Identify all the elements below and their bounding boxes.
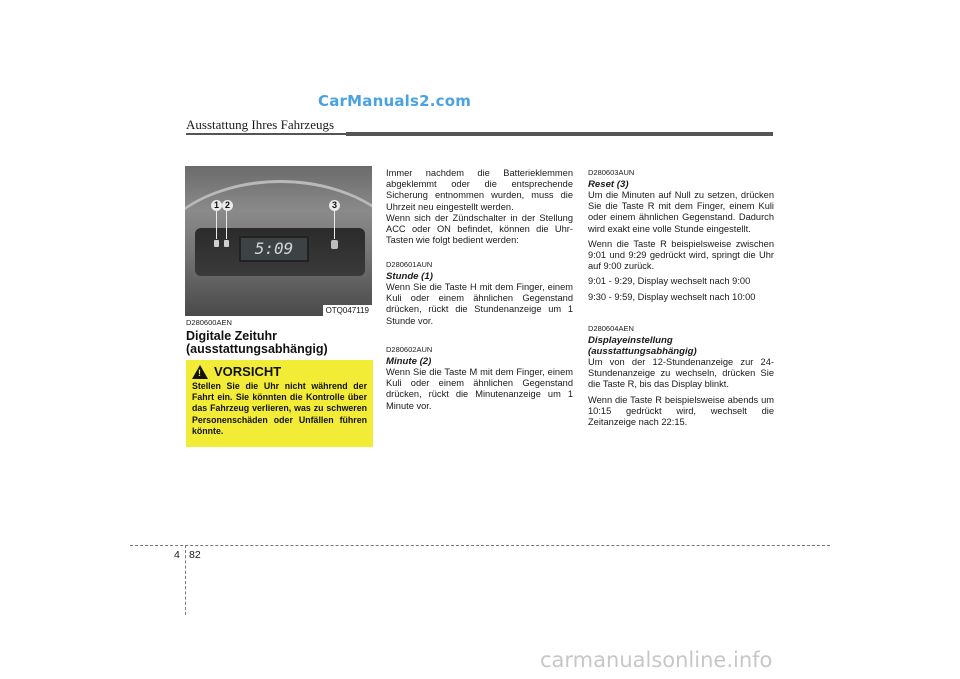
chapter-number: 4 <box>174 549 180 561</box>
hour-code: D280601AUN <box>386 260 433 269</box>
clock-photo <box>185 166 372 316</box>
section-code: D280600AEN <box>186 318 232 327</box>
callout-1: 1 <box>211 200 222 211</box>
reset-code: D280603AUN <box>588 168 635 177</box>
minute-text: Wenn Sie die Taste M mit dem Finger, einem Kuli oder einem ähnlichen Gegenstand drücken, rückt die Minutenanzeige um 1 Minute vor. <box>386 367 573 411</box>
section-title-line1: Digitale Zeituhr <box>186 329 277 343</box>
footer-vertical-rule <box>185 545 186 615</box>
display-heading-2: (ausstattungsabhängig) <box>588 346 697 357</box>
warning-box <box>186 360 373 447</box>
footer-rule <box>130 545 830 546</box>
page-header-title: Ausstattung Ihres Fahrzeugs <box>186 117 335 132</box>
site-watermark: carmanualsonline.info <box>540 648 773 672</box>
watermark-text: CarManuals2.com <box>318 92 472 110</box>
callout-line-1 <box>216 211 217 239</box>
display-text-1: Um von der 12-Stundenanzeige zur 24-Stundenanzeige zu wechseln, drücken Sie die Taste R, bis das Display blinkt. <box>588 357 774 390</box>
minute-heading: Minute (2) <box>386 356 432 367</box>
warning-text: Stellen Sie die Uhr nicht während der Fahrt ein. Sie könnten die Kontrolle über das Fahrzeug verlieren, was zu schweren Personenschäden oder Unfällen führen könnte. <box>192 381 367 436</box>
display-heading-1: Displayeinstellung <box>588 335 673 346</box>
callout-line-2 <box>226 211 227 239</box>
reset-button <box>331 240 338 249</box>
minute-section <box>386 356 573 412</box>
display-code: D280604AEN <box>588 324 634 333</box>
reset-heading: Reset (3) <box>588 179 629 190</box>
minute-code: D280602AUN <box>386 345 433 354</box>
warning-header <box>192 364 367 379</box>
figure-code: OTQ047119 <box>323 305 372 316</box>
callout-line-3 <box>334 211 335 239</box>
callout-3: 3 <box>329 200 340 211</box>
minute-button <box>224 240 229 247</box>
hour-section <box>386 271 573 327</box>
intro-paragraph-1: Immer nachdem die Batterieklemmen abgeklemmt oder die entsprechende Sicherung entnommen wurden, muss die Uhrzeit neu eingestellt werden. <box>386 168 573 212</box>
reset-text-4: 9:30 - 9:59, Display wechselt nach 10:00 <box>588 291 756 302</box>
display-section <box>588 335 774 428</box>
section-title-line2: (ausstattungsabhängig) <box>186 342 328 356</box>
section-title <box>186 330 376 356</box>
warning-triangle-icon: ! <box>192 365 208 379</box>
reset-section <box>588 179 774 303</box>
header-rule-thick <box>346 132 773 136</box>
clock-display: 5:09 <box>239 236 309 262</box>
intro-paragraph-2: Wenn sich der Zündschalter in der Stellung ACC oder ON befindet, können die Uhr-Tasten wie folgt bedient werden: <box>386 212 573 246</box>
reset-text-2: Wenn die Taste R beispielsweise zwischen 9:01 und 9:29 gedrückt wird, springt die Uhr auf 9:00 zurück. <box>588 238 774 272</box>
middle-column <box>386 168 573 246</box>
hour-button <box>214 240 219 247</box>
warning-title: VORSICHT <box>214 364 282 379</box>
page-number: 82 <box>189 549 201 561</box>
display-text-2: Wenn die Taste R beispielsweise abends um 10:15 gedrückt wird, wechselt die Zeitanzeige nach 22:15. <box>588 394 774 428</box>
reset-text-1: Um die Minuten auf Null zu setzen, drücken Sie die Taste R mit dem Finger, einem Kuli oder einem ähnlichen Gegenstand. Dadurch wird exakt eine volle Stunde eingestellt. <box>588 190 774 234</box>
reset-text-3: 9:01 - 9:29, Display wechselt nach 9:00 <box>588 276 751 287</box>
callout-2: 2 <box>222 200 233 211</box>
hour-text: Wenn Sie die Taste H mit dem Finger, einem Kuli oder einem ähnlichen Gegenstand drücken, rückt die Stundenanzeige um 1 Stunde vor. <box>386 282 573 326</box>
hour-heading: Stunde (1) <box>386 271 433 282</box>
